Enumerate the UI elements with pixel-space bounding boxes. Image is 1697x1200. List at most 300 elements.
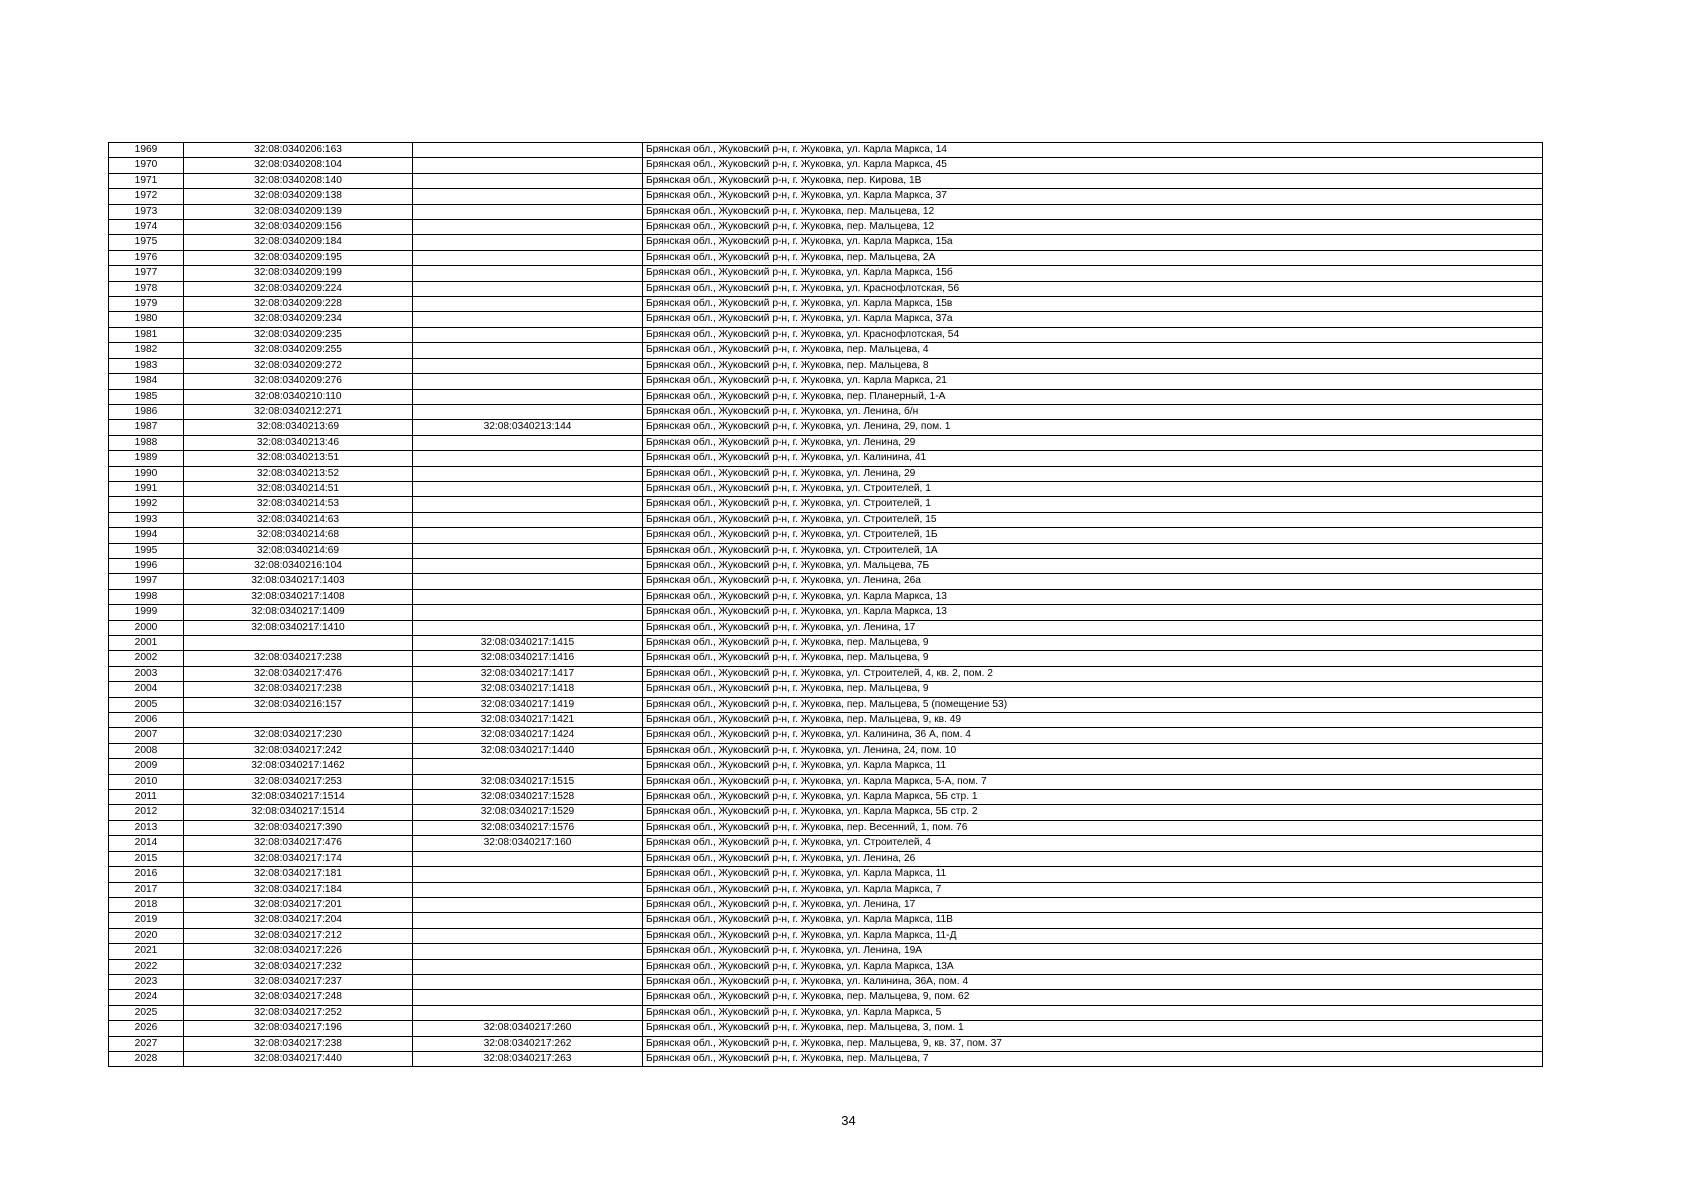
table-body: [109, 143, 1543, 1067]
table-row: [109, 697, 1543, 712]
building-cadastral-number-cell: 32:08:0340217:1415: [413, 636, 643, 651]
building-cadastral-number-cell: [413, 759, 643, 774]
address-cell: Брянская обл., Жуковский р-н, г. Жуковка, ул. Строителей, 1: [643, 497, 1543, 512]
address-cell: Брянская обл., Жуковский р-н, г. Жуковка, пер. Весенний, 1, пом. 76: [643, 820, 1543, 835]
land-cadastral-number-cell: 32:08:0340217:174: [184, 851, 413, 866]
table-row: [109, 497, 1543, 512]
building-cadastral-number-cell: [413, 204, 643, 219]
table-row: [109, 805, 1543, 820]
table-row: [109, 1051, 1543, 1066]
address-cell: Брянская обл., Жуковский р-н, г. Жуковка, ул. Карла Маркса, 5Б стр. 2: [643, 805, 1543, 820]
address-cell: Брянская обл., Жуковский р-н, г. Жуковка, ул. Строителей, 4, кв. 2, пом. 2: [643, 666, 1543, 681]
table-row: [109, 666, 1543, 681]
land-cadastral-number-cell: 32:08:0340206:163: [184, 143, 413, 158]
table-row: [109, 1036, 1543, 1051]
address-cell: Брянская обл., Жуковский р-н, г. Жуковка, ул. Карла Маркса, 13: [643, 589, 1543, 604]
address-cell: Брянская обл., Жуковский р-н, г. Жуковка, ул. Карла Маркса, 11: [643, 759, 1543, 774]
land-cadastral-number-cell: 32:08:0340209:224: [184, 281, 413, 296]
address-cell: Брянская обл., Жуковский р-н, г. Жуковка, ул. Карла Маркса, 5-А, пом. 7: [643, 774, 1543, 789]
address-cell: Брянская обл., Жуковский р-н, г. Жуковка, ул. Ленина, б/н: [643, 404, 1543, 419]
building-cadastral-number-cell: [413, 897, 643, 912]
land-cadastral-number-cell: 32:08:0340217:253: [184, 774, 413, 789]
land-cadastral-number-cell: 32:08:0340209:235: [184, 327, 413, 342]
land-cadastral-number-cell: 32:08:0340210:110: [184, 389, 413, 404]
building-cadastral-number-cell: [413, 297, 643, 312]
land-cadastral-number-cell: 32:08:0340217:242: [184, 743, 413, 758]
land-cadastral-number-cell: 32:08:0340217:237: [184, 974, 413, 989]
address-cell: Брянская обл., Жуковский р-н, г. Жуковка, ул. Карла Маркса, 37: [643, 189, 1543, 204]
land-cadastral-number-cell: 32:08:0340217:238: [184, 651, 413, 666]
address-cell: Брянская обл., Жуковский р-н, г. Жуковка, ул. Краснофлотская, 56: [643, 281, 1543, 296]
address-cell: Брянская обл., Жуковский р-н, г. Жуковка, пер. Мальцева, 9, пом. 62: [643, 990, 1543, 1005]
table-row: [109, 913, 1543, 928]
address-cell: Брянская обл., Жуковский р-н, г. Жуковка, ул. Карла Маркса, 45: [643, 158, 1543, 173]
row-number-cell: 2013: [109, 820, 184, 835]
building-cadastral-number-cell: 32:08:0340217:160: [413, 836, 643, 851]
row-number-cell: 1994: [109, 528, 184, 543]
building-cadastral-number-cell: 32:08:0340217:260: [413, 1021, 643, 1036]
building-cadastral-number-cell: [413, 512, 643, 527]
table-row: [109, 620, 1543, 635]
table-row: [109, 343, 1543, 358]
row-number-cell: 2023: [109, 974, 184, 989]
address-cell: Брянская обл., Жуковский р-н, г. Жуковка, ул. Ленина, 26: [643, 851, 1543, 866]
building-cadastral-number-cell: [413, 944, 643, 959]
table-row: [109, 928, 1543, 943]
building-cadastral-number-cell: [413, 589, 643, 604]
table-row: [109, 528, 1543, 543]
building-cadastral-number-cell: 32:08:0340217:1528: [413, 790, 643, 805]
building-cadastral-number-cell: [413, 389, 643, 404]
row-number-cell: 1987: [109, 420, 184, 435]
building-cadastral-number-cell: [413, 327, 643, 342]
building-cadastral-number-cell: [413, 620, 643, 635]
land-cadastral-number-cell: 32:08:0340217:476: [184, 666, 413, 681]
row-number-cell: 2024: [109, 990, 184, 1005]
row-number-cell: 2000: [109, 620, 184, 635]
address-cell: Брянская обл., Жуковский р-н, г. Жуковка, ул. Карла Маркса, 21: [643, 374, 1543, 389]
building-cadastral-number-cell: [413, 851, 643, 866]
address-cell: Брянская обл., Жуковский р-н, г. Жуковка, ул. Ленина, 17: [643, 897, 1543, 912]
row-number-cell: 2026: [109, 1021, 184, 1036]
row-number-cell: 1975: [109, 235, 184, 250]
address-cell: Брянская обл., Жуковский р-н, г. Жуковка, ул. Ленина, 17: [643, 620, 1543, 635]
row-number-cell: 2018: [109, 897, 184, 912]
land-cadastral-number-cell: 32:08:0340214:51: [184, 481, 413, 496]
building-cadastral-number-cell: 32:08:0340217:1576: [413, 820, 643, 835]
table-row: [109, 728, 1543, 743]
table-row: [109, 851, 1543, 866]
land-cadastral-number-cell: 32:08:0340217:204: [184, 913, 413, 928]
address-cell: Брянская обл., Жуковский р-н, г. Жуковка, ул. Строителей, 1А: [643, 543, 1543, 558]
land-cadastral-number-cell: 32:08:0340217:1410: [184, 620, 413, 635]
row-number-cell: 1992: [109, 497, 184, 512]
table-row: [109, 327, 1543, 342]
building-cadastral-number-cell: [413, 913, 643, 928]
land-cadastral-number-cell: 32:08:0340213:52: [184, 466, 413, 481]
land-cadastral-number-cell: 32:08:0340217:184: [184, 882, 413, 897]
land-cadastral-number-cell: 32:08:0340217:1514: [184, 805, 413, 820]
building-cadastral-number-cell: 32:08:0340217:1418: [413, 682, 643, 697]
address-cell: Брянская обл., Жуковский р-н, г. Жуковка, ул. Ленина, 26а: [643, 574, 1543, 589]
address-cell: Брянская обл., Жуковский р-н, г. Жуковка, пер. Мальцева, 7: [643, 1051, 1543, 1066]
row-number-cell: 2011: [109, 790, 184, 805]
building-cadastral-number-cell: [413, 574, 643, 589]
table-row: [109, 143, 1543, 158]
address-cell: Брянская обл., Жуковский р-н, г. Жуковка, ул. Карла Маркса, 5: [643, 1005, 1543, 1020]
building-cadastral-number-cell: [413, 235, 643, 250]
address-cell: Брянская обл., Жуковский р-н, г. Жуковка, ул. Строителей, 1Б: [643, 528, 1543, 543]
address-cell: Брянская обл., Жуковский р-н, г. Жуковка, пер. Мальцева, 12: [643, 220, 1543, 235]
row-number-cell: 1970: [109, 158, 184, 173]
row-number-cell: 2002: [109, 651, 184, 666]
table-row: [109, 1005, 1543, 1020]
row-number-cell: 1997: [109, 574, 184, 589]
table-row: [109, 836, 1543, 851]
address-cell: Брянская обл., Жуковский р-н, г. Жуковка, ул. Строителей, 1: [643, 481, 1543, 496]
building-cadastral-number-cell: [413, 497, 643, 512]
row-number-cell: 1982: [109, 343, 184, 358]
address-cell: Брянская обл., Жуковский р-н, г. Жуковка, ул. Калинина, 36А, пом. 4: [643, 974, 1543, 989]
table-row: [109, 790, 1543, 805]
land-cadastral-number-cell: 32:08:0340209:195: [184, 250, 413, 265]
address-cell: Брянская обл., Жуковский р-н, г. Жуковка, ул. Строителей, 15: [643, 512, 1543, 527]
table-row: [109, 990, 1543, 1005]
building-cadastral-number-cell: [413, 543, 643, 558]
address-cell: Брянская обл., Жуковский р-н, г. Жуковка, ул. Ленина, 24, пом. 10: [643, 743, 1543, 758]
land-cadastral-number-cell: 32:08:0340209:156: [184, 220, 413, 235]
land-cadastral-number-cell: 32:08:0340209:138: [184, 189, 413, 204]
land-cadastral-number-cell: 32:08:0340214:68: [184, 528, 413, 543]
building-cadastral-number-cell: [413, 435, 643, 450]
row-number-cell: 1993: [109, 512, 184, 527]
table-row: [109, 558, 1543, 573]
land-cadastral-number-cell: 32:08:0340209:139: [184, 204, 413, 219]
row-number-cell: 1980: [109, 312, 184, 327]
building-cadastral-number-cell: [413, 143, 643, 158]
land-cadastral-number-cell: 32:08:0340217:1409: [184, 605, 413, 620]
address-cell: Брянская обл., Жуковский р-н, г. Жуковка, ул. Карла Маркса, 14: [643, 143, 1543, 158]
row-number-cell: 1984: [109, 374, 184, 389]
building-cadastral-number-cell: 32:08:0340217:1417: [413, 666, 643, 681]
row-number-cell: 1977: [109, 266, 184, 281]
row-number-cell: 2021: [109, 944, 184, 959]
land-cadastral-number-cell: [184, 636, 413, 651]
row-number-cell: 1999: [109, 605, 184, 620]
land-cadastral-number-cell: 32:08:0340209:255: [184, 343, 413, 358]
table-row: [109, 435, 1543, 450]
row-number-cell: 2017: [109, 882, 184, 897]
land-cadastral-number-cell: 32:08:0340217:252: [184, 1005, 413, 1020]
building-cadastral-number-cell: [413, 528, 643, 543]
address-cell: Брянская обл., Жуковский р-н, г. Жуковка, ул. Карла Маркса, 15в: [643, 297, 1543, 312]
land-cadastral-number-cell: 32:08:0340216:104: [184, 558, 413, 573]
row-number-cell: 2007: [109, 728, 184, 743]
address-cell: Брянская обл., Жуковский р-н, г. Жуковка, ул. Карла Маркса, 13: [643, 605, 1543, 620]
building-cadastral-number-cell: 32:08:0340217:1419: [413, 697, 643, 712]
address-cell: Брянская обл., Жуковский р-н, г. Жуковка, ул. Калинина, 36 А, пом. 4: [643, 728, 1543, 743]
address-cell: Брянская обл., Жуковский р-н, г. Жуковка, пер. Мальцева, 4: [643, 343, 1543, 358]
table-row: [109, 682, 1543, 697]
building-cadastral-number-cell: [413, 189, 643, 204]
land-cadastral-number-cell: 32:08:0340213:69: [184, 420, 413, 435]
table-row: [109, 220, 1543, 235]
address-cell: Брянская обл., Жуковский р-н, г. Жуковка, ул. Ленина, 29: [643, 435, 1543, 450]
row-number-cell: 2025: [109, 1005, 184, 1020]
building-cadastral-number-cell: [413, 266, 643, 281]
row-number-cell: 1974: [109, 220, 184, 235]
land-cadastral-number-cell: 32:08:0340208:140: [184, 173, 413, 188]
building-cadastral-number-cell: [413, 220, 643, 235]
land-cadastral-number-cell: 32:08:0340213:51: [184, 451, 413, 466]
building-cadastral-number-cell: [413, 882, 643, 897]
building-cadastral-number-cell: 32:08:0340217:262: [413, 1036, 643, 1051]
table-row: [109, 420, 1543, 435]
building-cadastral-number-cell: 32:08:0340213:144: [413, 420, 643, 435]
address-cell: Брянская обл., Жуковский р-н, г. Жуковка, ул. Карла Маркса, 15б: [643, 266, 1543, 281]
land-cadastral-number-cell: 32:08:0340217:181: [184, 867, 413, 882]
address-cell: Брянская обл., Жуковский р-н, г. Жуковка, ул. Карла Маркса, 11: [643, 867, 1543, 882]
building-cadastral-number-cell: [413, 451, 643, 466]
land-cadastral-number-cell: 32:08:0340209:228: [184, 297, 413, 312]
building-cadastral-number-cell: [413, 481, 643, 496]
table-row: [109, 867, 1543, 882]
row-number-cell: 1986: [109, 404, 184, 419]
address-cell: Брянская обл., Жуковский р-н, г. Жуковка, пер. Мальцева, 9, кв. 49: [643, 713, 1543, 728]
row-number-cell: 2028: [109, 1051, 184, 1066]
land-cadastral-number-cell: 32:08:0340209:234: [184, 312, 413, 327]
table-row: [109, 374, 1543, 389]
page-number: 34: [841, 1113, 856, 1128]
land-cadastral-number-cell: 32:08:0340214:69: [184, 543, 413, 558]
building-cadastral-number-cell: [413, 173, 643, 188]
table-row: [109, 389, 1543, 404]
row-number-cell: 1988: [109, 435, 184, 450]
address-cell: Брянская обл., Жуковский р-н, г. Жуковка, ул. Карла Маркса, 11В: [643, 913, 1543, 928]
address-cell: Брянская обл., Жуковский р-н, г. Жуковка, ул. Ленина, 29, пом. 1: [643, 420, 1543, 435]
table-row: [109, 820, 1543, 835]
land-cadastral-number-cell: 32:08:0340209:199: [184, 266, 413, 281]
building-cadastral-number-cell: 32:08:0340217:1421: [413, 713, 643, 728]
address-cell: Брянская обл., Жуковский р-н, г. Жуковка, пер. Мальцева, 3, пом. 1: [643, 1021, 1543, 1036]
table-row: [109, 235, 1543, 250]
address-cell: Брянская обл., Жуковский р-н, г. Жуковка, ул. Карла Маркса, 37а: [643, 312, 1543, 327]
table-row: [109, 651, 1543, 666]
land-cadastral-number-cell: 32:08:0340217:248: [184, 990, 413, 1005]
land-cadastral-number-cell: 32:08:0340208:104: [184, 158, 413, 173]
row-number-cell: 1976: [109, 250, 184, 265]
row-number-cell: 1996: [109, 558, 184, 573]
row-number-cell: 1973: [109, 204, 184, 219]
row-number-cell: 2009: [109, 759, 184, 774]
building-cadastral-number-cell: [413, 358, 643, 373]
land-cadastral-number-cell: 32:08:0340217:440: [184, 1051, 413, 1066]
building-cadastral-number-cell: 32:08:0340217:1424: [413, 728, 643, 743]
building-cadastral-number-cell: [413, 312, 643, 327]
table-row: [109, 636, 1543, 651]
table-row: [109, 358, 1543, 373]
row-number-cell: 1972: [109, 189, 184, 204]
land-cadastral-number-cell: 32:08:0340217:1403: [184, 574, 413, 589]
table-row: [109, 451, 1543, 466]
address-cell: Брянская обл., Жуковский р-н, г. Жуковка, ул. Краснофлотская, 54: [643, 327, 1543, 342]
property-table: [108, 142, 1543, 1067]
address-cell: Брянская обл., Жуковский р-н, г. Жуковка, пер. Мальцева, 9: [643, 682, 1543, 697]
table-row: [109, 882, 1543, 897]
land-cadastral-number-cell: 32:08:0340213:46: [184, 435, 413, 450]
table-row: [109, 974, 1543, 989]
building-cadastral-number-cell: 32:08:0340217:1440: [413, 743, 643, 758]
row-number-cell: 1981: [109, 327, 184, 342]
address-cell: Брянская обл., Жуковский р-н, г. Жуковка, ул. Карла Маркса, 5Б стр. 1: [643, 790, 1543, 805]
row-number-cell: 1985: [109, 389, 184, 404]
land-cadastral-number-cell: 32:08:0340217:230: [184, 728, 413, 743]
table-row: [109, 250, 1543, 265]
land-cadastral-number-cell: 32:08:0340217:238: [184, 682, 413, 697]
table-row: [109, 574, 1543, 589]
building-cadastral-number-cell: [413, 974, 643, 989]
address-cell: Брянская обл., Жуковский р-н, г. Жуковка, пер. Мальцева, 12: [643, 204, 1543, 219]
land-cadastral-number-cell: 32:08:0340209:276: [184, 374, 413, 389]
row-number-cell: 1969: [109, 143, 184, 158]
land-cadastral-number-cell: 32:08:0340209:272: [184, 358, 413, 373]
table-row: [109, 312, 1543, 327]
table-row: [109, 204, 1543, 219]
row-number-cell: 2022: [109, 959, 184, 974]
land-cadastral-number-cell: 32:08:0340217:1408: [184, 589, 413, 604]
building-cadastral-number-cell: [413, 867, 643, 882]
row-number-cell: 1998: [109, 589, 184, 604]
building-cadastral-number-cell: [413, 605, 643, 620]
row-number-cell: 2004: [109, 682, 184, 697]
table-row: [109, 266, 1543, 281]
land-cadastral-number-cell: 32:08:0340217:226: [184, 944, 413, 959]
address-cell: Брянская обл., Жуковский р-н, г. Жуковка, ул. Ленина, 19А: [643, 944, 1543, 959]
building-cadastral-number-cell: 32:08:0340217:1515: [413, 774, 643, 789]
address-cell: Брянская обл., Жуковский р-н, г. Жуковка, ул. Ленина, 29: [643, 466, 1543, 481]
land-cadastral-number-cell: 32:08:0340217:390: [184, 820, 413, 835]
land-cadastral-number-cell: 32:08:0340209:184: [184, 235, 413, 250]
land-cadastral-number-cell: 32:08:0340217:196: [184, 1021, 413, 1036]
building-cadastral-number-cell: 32:08:0340217:1416: [413, 651, 643, 666]
row-number-cell: 2003: [109, 666, 184, 681]
row-number-cell: 2010: [109, 774, 184, 789]
land-cadastral-number-cell: 32:08:0340217:232: [184, 959, 413, 974]
table-row: [109, 512, 1543, 527]
building-cadastral-number-cell: [413, 959, 643, 974]
table-row: [109, 1021, 1543, 1036]
row-number-cell: 1979: [109, 297, 184, 312]
table-row: [109, 173, 1543, 188]
table-row: [109, 466, 1543, 481]
table-row: [109, 605, 1543, 620]
row-number-cell: 2027: [109, 1036, 184, 1051]
land-cadastral-number-cell: 32:08:0340217:1514: [184, 790, 413, 805]
row-number-cell: 2006: [109, 713, 184, 728]
row-number-cell: 1989: [109, 451, 184, 466]
address-cell: Брянская обл., Жуковский р-н, г. Жуковка, ул. Строителей, 4: [643, 836, 1543, 851]
building-cadastral-number-cell: [413, 281, 643, 296]
table-row: [109, 481, 1543, 496]
table-row: [109, 743, 1543, 758]
row-number-cell: 2015: [109, 851, 184, 866]
row-number-cell: 1991: [109, 481, 184, 496]
row-number-cell: 1990: [109, 466, 184, 481]
row-number-cell: 2012: [109, 805, 184, 820]
table-row: [109, 759, 1543, 774]
table-row: [109, 774, 1543, 789]
table-row: [109, 297, 1543, 312]
row-number-cell: 2008: [109, 743, 184, 758]
building-cadastral-number-cell: [413, 404, 643, 419]
land-cadastral-number-cell: 32:08:0340212:271: [184, 404, 413, 419]
row-number-cell: 2019: [109, 913, 184, 928]
row-number-cell: 1995: [109, 543, 184, 558]
building-cadastral-number-cell: [413, 928, 643, 943]
address-cell: Брянская обл., Жуковский р-н, г. Жуковка, ул. Мальцева, 7Б: [643, 558, 1543, 573]
row-number-cell: 2016: [109, 867, 184, 882]
address-cell: Брянская обл., Жуковский р-н, г. Жуковка, пер. Мальцева, 9: [643, 636, 1543, 651]
row-number-cell: 2014: [109, 836, 184, 851]
address-cell: Брянская обл., Жуковский р-н, г. Жуковка, ул. Карла Маркса, 11-Д: [643, 928, 1543, 943]
table-row: [109, 189, 1543, 204]
address-cell: Брянская обл., Жуковский р-н, г. Жуковка, ул. Карла Маркса, 15а: [643, 235, 1543, 250]
land-cadastral-number-cell: 32:08:0340214:63: [184, 512, 413, 527]
land-cadastral-number-cell: 32:08:0340217:238: [184, 1036, 413, 1051]
land-cadastral-number-cell: [184, 713, 413, 728]
table-row: [109, 543, 1543, 558]
building-cadastral-number-cell: [413, 558, 643, 573]
land-cadastral-number-cell: 32:08:0340216:157: [184, 697, 413, 712]
table-row: [109, 281, 1543, 296]
building-cadastral-number-cell: [413, 250, 643, 265]
building-cadastral-number-cell: [413, 1005, 643, 1020]
row-number-cell: 2005: [109, 697, 184, 712]
address-cell: Брянская обл., Жуковский р-н, г. Жуковка, ул. Карла Маркса, 13А: [643, 959, 1543, 974]
row-number-cell: 2001: [109, 636, 184, 651]
building-cadastral-number-cell: 32:08:0340217:1529: [413, 805, 643, 820]
building-cadastral-number-cell: [413, 466, 643, 481]
table-row: [109, 713, 1543, 728]
row-number-cell: 2020: [109, 928, 184, 943]
land-cadastral-number-cell: 32:08:0340217:1462: [184, 759, 413, 774]
row-number-cell: 1983: [109, 358, 184, 373]
table-row: [109, 959, 1543, 974]
land-cadastral-number-cell: 32:08:0340214:53: [184, 497, 413, 512]
address-cell: Брянская обл., Жуковский р-н, г. Жуковка, пер. Мальцева, 9: [643, 651, 1543, 666]
address-cell: Брянская обл., Жуковский р-н, г. Жуковка, пер. Кирова, 1В: [643, 173, 1543, 188]
address-cell: Брянская обл., Жуковский р-н, г. Жуковка, пер. Мальцева, 8: [643, 358, 1543, 373]
table-row: [109, 897, 1543, 912]
address-cell: Брянская обл., Жуковский р-н, г. Жуковка, пер. Мальцева, 5 (помещение 53): [643, 697, 1543, 712]
address-cell: Брянская обл., Жуковский р-н, г. Жуковка, пер. Мальцева, 2А: [643, 250, 1543, 265]
address-cell: Брянская обл., Жуковский р-н, г. Жуковка, ул. Калинина, 41: [643, 451, 1543, 466]
land-cadastral-number-cell: 32:08:0340217:212: [184, 928, 413, 943]
building-cadastral-number-cell: [413, 343, 643, 358]
building-cadastral-number-cell: [413, 158, 643, 173]
table-row: [109, 158, 1543, 173]
row-number-cell: 1978: [109, 281, 184, 296]
table-row: [109, 944, 1543, 959]
table-row: [109, 404, 1543, 419]
land-cadastral-number-cell: 32:08:0340217:201: [184, 897, 413, 912]
address-cell: Брянская обл., Жуковский р-н, г. Жуковка, ул. Карла Маркса, 7: [643, 882, 1543, 897]
building-cadastral-number-cell: 32:08:0340217:263: [413, 1051, 643, 1066]
building-cadastral-number-cell: [413, 374, 643, 389]
address-cell: Брянская обл., Жуковский р-н, г. Жуковка, пер. Мальцева, 9, кв. 37, пом. 37: [643, 1036, 1543, 1051]
land-cadastral-number-cell: 32:08:0340217:476: [184, 836, 413, 851]
building-cadastral-number-cell: [413, 990, 643, 1005]
